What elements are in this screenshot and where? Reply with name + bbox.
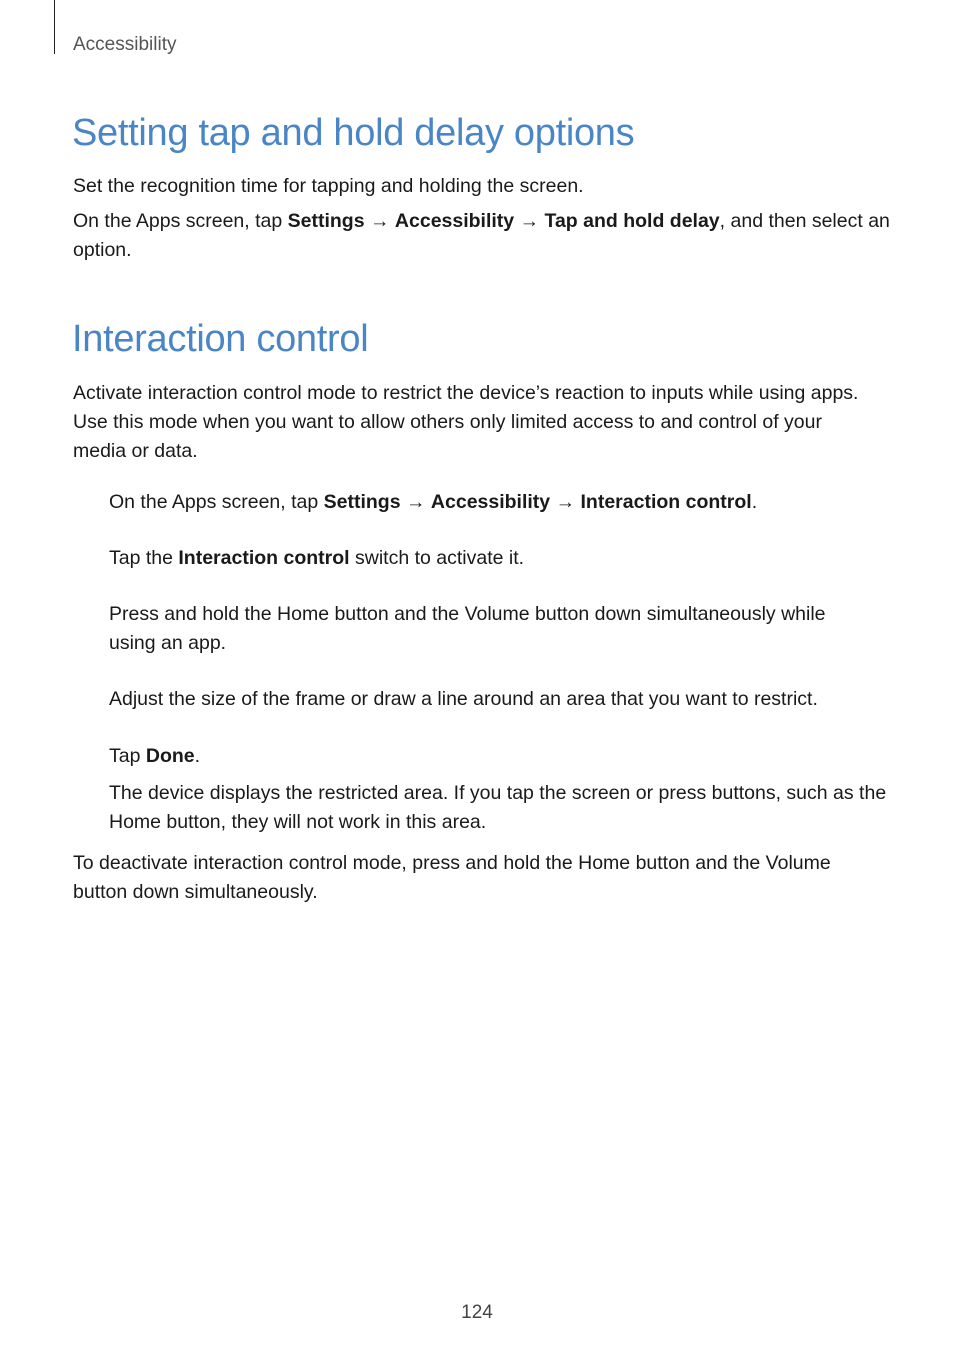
accessibility-label: Accessibility — [394, 210, 515, 232]
step-5-note-line: Home button, they will not work in this area. — [109, 811, 487, 833]
section2-intro — [73, 379, 858, 466]
step-5-note-line: The device displays the restricted area. If you tap the screen or press buttons, such as the — [109, 782, 887, 804]
step-1-suffix: . — [751, 491, 758, 513]
step-2-suffix: switch to activate it. — [349, 547, 525, 569]
page-number: 124 — [461, 1302, 493, 1323]
done-label: Done — [145, 745, 195, 767]
step-2-prefix: Tap the — [109, 547, 179, 569]
section1-step-prefix: On the Apps screen, tap — [73, 210, 288, 232]
header-rule — [54, 0, 55, 54]
section2-outro-line: To deactivate interaction control mode, press and hold the Home button and the Volume — [73, 852, 831, 874]
interaction-control-label: Interaction control — [580, 491, 752, 513]
section1-intro: Set the recognition time for tapping and holding the screen. — [73, 175, 584, 197]
step-5-note — [109, 779, 886, 837]
section1-step — [73, 207, 890, 265]
running-header: Accessibility — [73, 34, 177, 55]
step-3-line: Press and hold the Home button and the Volume button down simultaneously while — [109, 603, 826, 625]
section2-intro-line: Use this mode when you want to allow others only limited access to and control of your — [73, 411, 822, 433]
section2-outro-line: button down simultaneously. — [73, 881, 318, 903]
section1-step-suffix: , and then select an — [719, 210, 890, 232]
section2-intro-line: Activate interaction control mode to restrict the device’s reaction to inputs while using apps. — [73, 382, 859, 404]
section-title-tap-hold-delay: Setting tap and hold delay options — [72, 112, 635, 154]
step-3-line: using an app. — [109, 632, 227, 654]
arrow: → — [400, 491, 431, 513]
step-2 — [109, 544, 524, 573]
step-1 — [109, 488, 757, 517]
arrow: → — [514, 210, 545, 232]
settings-label: Settings — [287, 210, 365, 232]
step-3 — [109, 600, 826, 658]
step-5 — [109, 742, 200, 771]
interaction-control-label: Interaction control — [178, 547, 350, 569]
section2-intro-line: media or data. — [73, 440, 198, 462]
settings-label: Settings — [323, 491, 401, 513]
step-5-suffix: . — [194, 745, 201, 767]
step-4: Adjust the size of the frame or draw a line around an area that you want to restrict. — [109, 688, 818, 710]
step-1-prefix: On the Apps screen, tap — [109, 491, 324, 513]
section1-step-line2: option. — [73, 239, 132, 261]
arrow: → — [364, 210, 395, 232]
arrow: → — [550, 491, 581, 513]
step-5-prefix: Tap — [109, 745, 146, 767]
tap-hold-delay-label: Tap and hold delay — [544, 210, 720, 232]
section-title-interaction-control: Interaction control — [72, 318, 369, 360]
section2-outro — [73, 849, 831, 907]
accessibility-label: Accessibility — [430, 491, 551, 513]
